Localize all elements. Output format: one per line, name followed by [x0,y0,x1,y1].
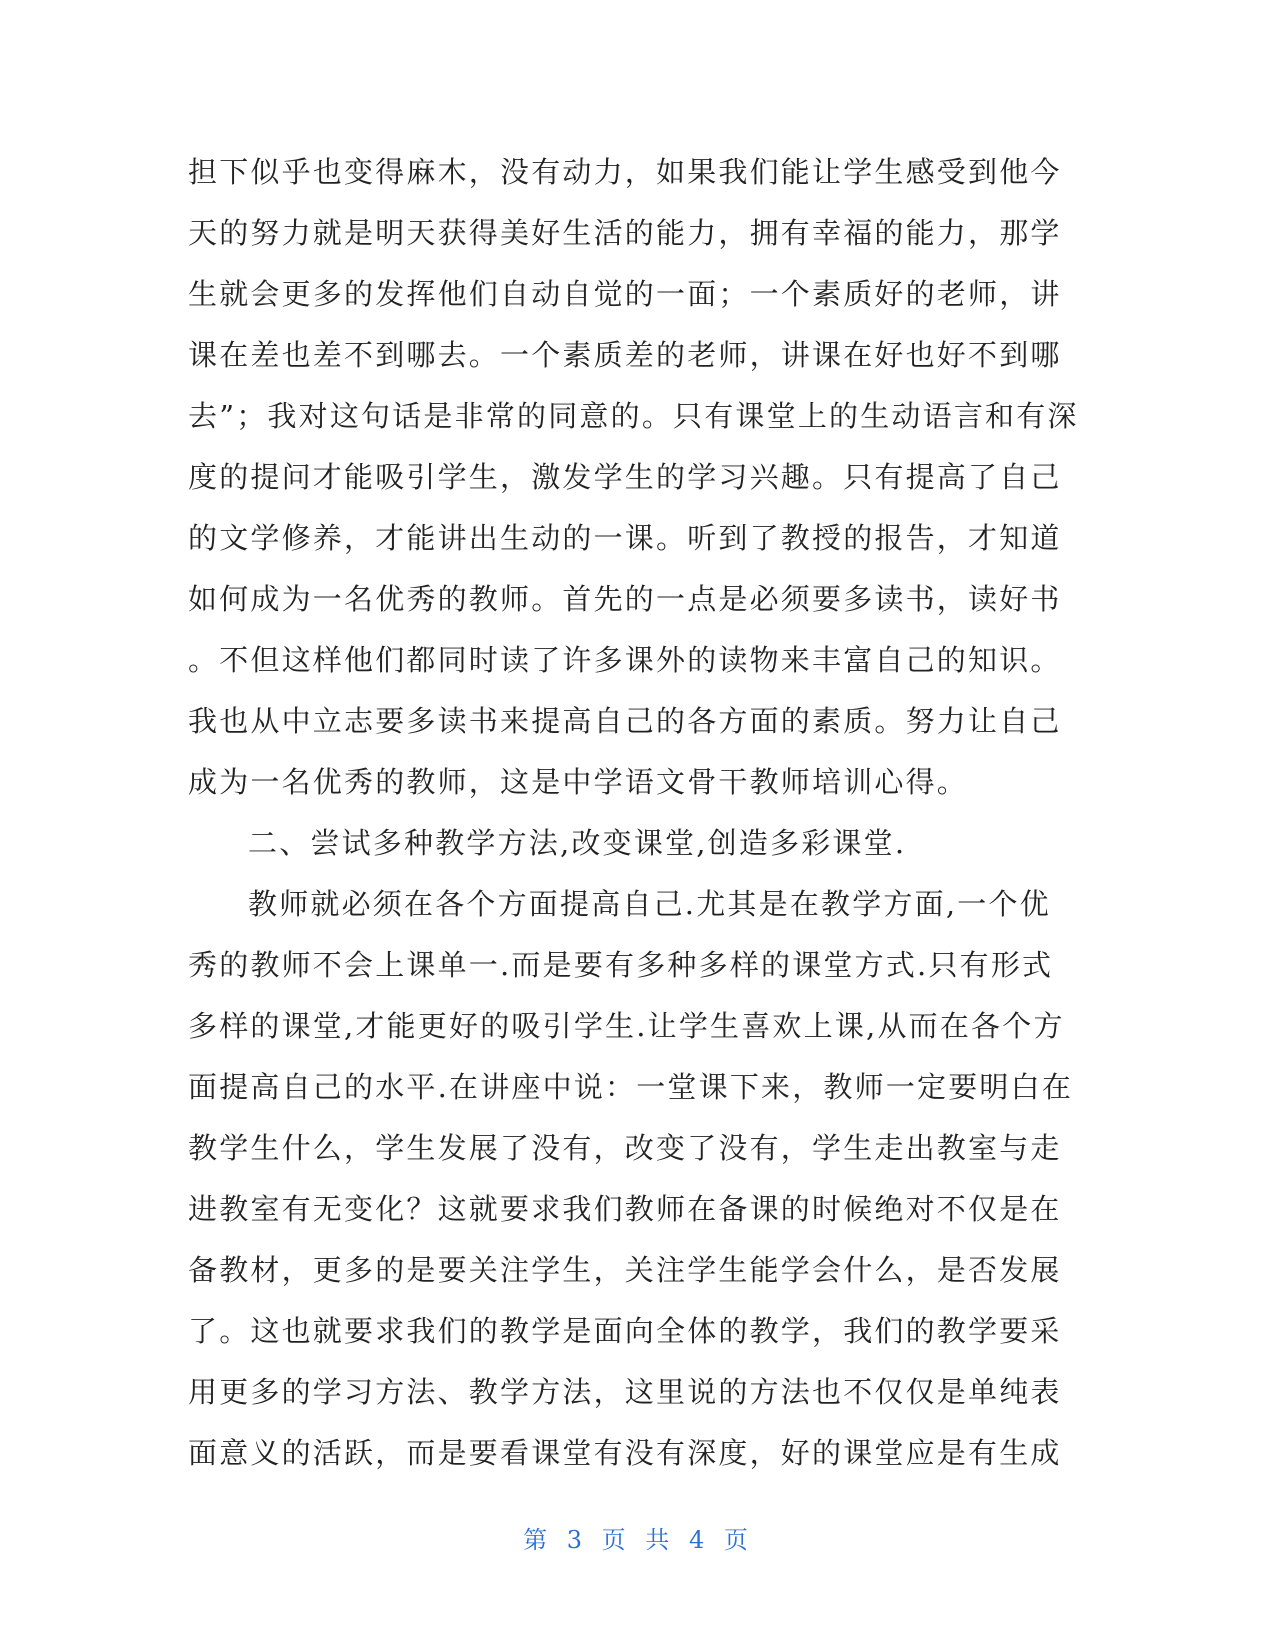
text-line: 教学生什么，学生发展了没有，改变了没有，学生走出教室与走 [188,1131,1062,1165]
text-line: 担下似乎也变得麻木，没有动力，如果我们能让学生感受到他今 [188,155,1062,189]
text-line: 课在差也差不到哪去。一个素质差的老师，讲课在好也好不到哪 [188,338,1062,372]
text-line: 用更多的学习方法、教学方法，这里说的方法也不仅仅是单纯表 [188,1375,1062,1409]
text-line: 成为一名优秀的教师，这是中学语文骨干教师培训心得。 [188,765,969,799]
text-line: 秀的教师不会上课单一.而是要有多种多样的课堂方式.只有形式 [188,948,1054,982]
text-line: 教师就必须在各个方面提高自己.尤其是在教学方面,一个优 [248,887,1051,921]
text-line: 的文学修养，才能讲出生动的一课。听到了教授的报告，才知道 [188,521,1062,555]
text-line: 。不但这样他们都同时读了许多课外的读物来丰富自己的知识。 [188,643,1062,677]
text-line: 面提高自己的水平.在讲座中说：一堂课下来，教师一定要明白在 [188,1070,1074,1104]
text-line: 生就会更多的发挥他们自动自觉的一面；一个素质好的老师，讲 [188,277,1062,311]
text-line: 去”；我对这句话是非常的同意的。只有课堂上的生动语言和有深 [188,399,1079,433]
text-line: 面意义的活跃，而是要看课堂有没有深度，好的课堂应是有生成 [188,1436,1062,1470]
page-number-footer: 第 3 页 共 4 页 [523,1526,752,1554]
text-line: 度的提问才能吸引学生，激发学生的学习兴趣。只有提高了自己 [188,460,1062,494]
text-line: 了。这也就要求我们的教学是面向全体的教学，我们的教学要采 [188,1314,1062,1348]
text-line: 二、尝试多种教学方法,改变课堂,创造多彩课堂. [248,826,907,860]
text-line: 备教材，更多的是要关注学生，关注学生能学会什么，是否发展 [188,1253,1062,1287]
text-line: 进教室有无变化？这就要求我们教师在备课的时候绝对不仅是在 [188,1192,1062,1226]
text-line: 多样的课堂,才能更好的吸引学生.让学生喜欢上课,从而在各个方 [188,1009,1065,1043]
text-line: 天的努力就是明天获得美好生活的能力，拥有幸福的能力，那学 [188,216,1062,250]
text-line: 如何成为一名优秀的教师。首先的一点是必须要多读书，读好书 [188,582,1062,616]
body-text [188,142,1079,1484]
text-line: 我也从中立志要多读书来提高自己的各方面的素质。努力让自己 [188,704,1062,738]
